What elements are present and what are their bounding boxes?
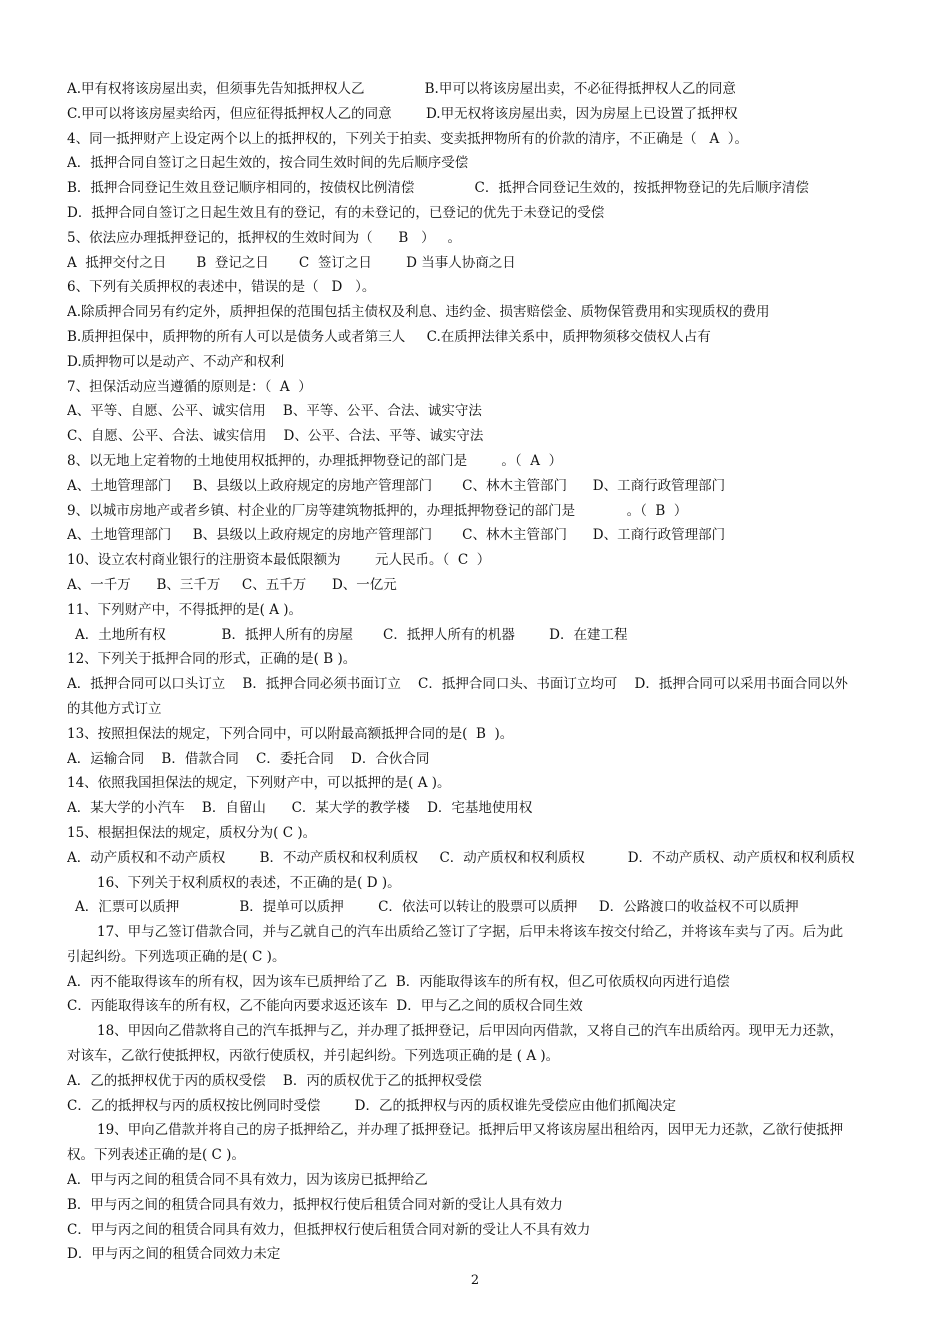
text-line: A、平等、自愿、公平、诚实信用 B、平等、公平、合法、诚实守法 [67, 403, 482, 420]
text-line: A、一千万 B、三千万 C、五千万 D、一亿元 [67, 576, 397, 593]
text-line: A．甲与丙之间的租赁合同不具有效力，因为该房已抵押给乙 [67, 1172, 428, 1189]
question-19: 19、甲向乙借款并将自己的房子抵押给乙，并办理了抵押登记。抵押后甲又将该房屋出租给丙，因甲无力还款，乙欲行使抵押 [97, 1122, 844, 1139]
text-line: D．抵押合同自签订之日起生效且有的登记，有的未登记的，已登记的优先于未登记的受偿 [67, 204, 605, 221]
text-line: A．乙的抵押权优于丙的质权受偿 B．丙的质权优于乙的抵押权受偿 [67, 1072, 482, 1089]
question-4: 4、同一抵押财产上设定两个以上的抵押权的，下列关于拍卖、变卖抵押物所有的价款的清序，不正确是（ A ）。 [67, 130, 749, 147]
text-line: 对该车，乙欲行使抵押权，丙欲行使质权，并引起纠纷。下列选项正确的是 ( A )。 [67, 1048, 560, 1065]
text-line: B．甲与丙之间的租赁合同具有效力，抵押权行使后租赁合同对新的受让人具有效力 [67, 1196, 563, 1213]
document-body [67, 77, 882, 1267]
text-line: D．甲与丙之间的租赁合同效力未定 [67, 1246, 281, 1263]
text-line: 权。下列表述正确的是( C )。 [67, 1147, 245, 1164]
question-7: 7、担保活动应当遵循的原则是：（ A ） [67, 378, 312, 395]
question-13: 13、按照担保法的规定，下列合同中，可以附最高额抵押合同的是( B )。 [67, 725, 514, 742]
text-line: A．动产质权和不动产质权 B．不动产质权和权利质权 C．动产质权和权利质权 D．不动产质权、动产质权和权利质权 [67, 849, 855, 866]
question-15: 15、根据担保法的规定，质权分为( C )。 [67, 824, 317, 841]
text-line: D.质押物可以是动产、不动产和权利 [67, 353, 285, 370]
text-line: A．某大学的小汽车 B．自留山 C．某大学的教学楼 D．宅基地使用权 [67, 800, 533, 817]
text-line: B.质押担保中，质押物的所有人可以是债务人或者第三人 C.在质押法律关系中，质押物须移交债权人占有 [67, 328, 711, 345]
text-line: C.甲可以将该房屋卖给丙，但应征得抵押权人乙的同意 D.甲无权将该房屋出卖，因为房屋上已设置了抵押权 [67, 105, 738, 122]
question-12: 12、下列关于抵押合同的形式，正确的是( B )。 [67, 651, 357, 668]
text-line: A.甲有权将该房屋出卖，但须事先告知抵押权人乙 B.甲可以将该房屋出卖，不必征得抵押权人乙的同意 [67, 81, 736, 97]
question-16: 16、下列关于权利质权的表述，不正确的是( D )。 [97, 874, 401, 891]
text-line: A、土地管理部门 B、县级以上政府规定的房地产管理部门 C、林木主管部门 D、工商行政管理部门 [67, 527, 726, 544]
question-14: 14、依照我国担保法的规定，下列财产中，可以抵押的是( A )。 [67, 775, 451, 792]
question-9: 9、以城市房地产或者乡镇、村企业的厂房等建筑物抵押的，办理抵押物登记的部门是 。（ B ） [67, 502, 688, 519]
question-5: 5、依法应办理抵押登记的，抵押权的生效时间为（ B ） 。 [67, 229, 462, 246]
question-6: 6、下列有关质押权的表述中，错误的是（ D ）。 [67, 279, 376, 296]
text-line: A、土地管理部门 B、县级以上政府规定的房地产管理部门 C、林木主管部门 D、工商行政管理部门 [67, 477, 726, 494]
text-line: A 抵押交付之日 B 登记之日 C 签订之日 D 当事人协商之日 [67, 254, 516, 271]
page-number: 2 [470, 1273, 480, 1288]
text-line: C．乙的抵押权与丙的质权按比例同时受偿 D．乙的抵押权与丙的质权谁先受偿应由他们抓阄决定 [67, 1097, 676, 1114]
text-line: 的其他方式订立 [67, 700, 162, 717]
question-8: 8、以无地上定着物的土地使用权抵押的，办理抵押物登记的部门是 。（ A ） [67, 452, 563, 469]
question-17: 17、甲与乙签订借款合同，并与乙就自己的汽车出质给乙签订了字据，后甲未将该车按交付给乙，并将该车卖与了丙。后为此 [97, 924, 844, 941]
text-line: B．抵押合同登记生效且登记顺序相同的，按债权比例清偿 C．抵押合同登记生效的，按抵押物登记的先后顺序清偿 [67, 180, 809, 197]
text-line: C、自愿、公平、合法、诚实信用 D、公平、合法、平等、诚实守法 [67, 428, 484, 445]
text-line: A．抵押合同可以口头订立 B．抵押合同必须书面订立 C．抵押合同口头、书面订立均可 D．抵押合同可以采用书面合同以外 [67, 676, 848, 693]
text-line: 引起纠纷。下列选项正确的是( C )。 [67, 948, 286, 965]
text-line: A．汇票可以质押 B．提单可以质押 C．依法可以转让的股票可以质押 D．公路渡口的收益权不可以质押 [75, 899, 799, 916]
text-line: A．抵押合同自签订之日起生效的，按合同生效时间的先后顺序受偿 [67, 155, 469, 172]
text-line: C．丙能取得该车的所有权，乙不能向丙要求返还该车 D．甲与乙之间的质权合同生效 [67, 998, 583, 1015]
text-line: C．甲与丙之间的租赁合同具有效力，但抵押权行使后租赁合同对新的受让人不具有效力 [67, 1221, 591, 1238]
text-line: A．丙不能取得该车的所有权，因为该车已质押给了乙 B．丙能取得该车的所有权，但乙可依质权向丙进行追偿 [67, 973, 730, 990]
text-line: A.除质押合同另有约定外，质押担保的范围包括主债权及利息、违约金、损害赔偿金、质物保管费用和实现质权的费用 [67, 304, 770, 321]
question-10: 10、设立农村商业银行的注册资本最低限额为 元人民币。（ C ） [67, 552, 491, 569]
text-line: A．运输合同 B．借款合同 C．委托合同 D．合伙合同 [67, 750, 430, 767]
text-line: A．土地所有权 B．抵押人所有的房屋 C．抵押人所有的机器 D．在建工程 [75, 626, 628, 643]
question-11: 11、下列财产中，不得抵押的是( A )。 [67, 601, 303, 618]
question-18: 18、甲因向乙借款将自己的汽车抵押与乙，并办理了抵押登记，后甲因向丙借款，又将自己的汽车出质给丙。现甲无力还款， [97, 1023, 844, 1040]
